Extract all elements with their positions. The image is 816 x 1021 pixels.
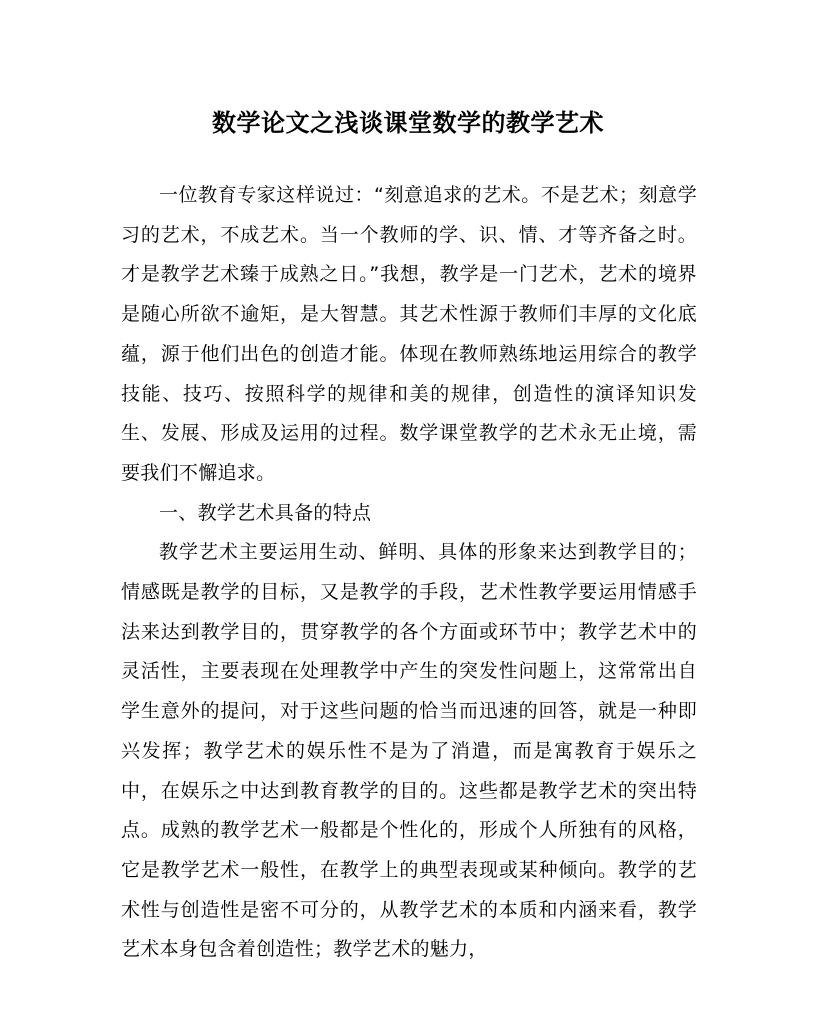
document-title: 数学论文之浅谈课堂数学的教学艺术 — [212, 108, 604, 137]
section-heading: 一、教学艺术具备的特点 — [159, 501, 372, 524]
section-paragraph: 教学艺术主要运用生动、鲜明、具体的形象来达到教学目的；情感既是教学的目标，又是教学的手段，艺术性教学要运用情感手法来达到教学目的，贯穿教学的各个方面或环节中；教学艺术中的灵活性，主要表现在处理教学中产生的突发性问题上，这常常出自学生意外的提问，对于这些问题的恰当而迅速的回答，就是一种即兴发挥；教学艺术的娱乐性不是为了消遣，而是寓教育于娱乐之中，在娱乐之中达到教育教学的目的。这些都是教学艺术的突出特点。成熟的教学艺术一般都是个性化的，形成个人所独有的风格，它是教学艺术一般性，在教学上的典型表现或某种倾向。教学的艺术性与创造性是密不可分的，从教学艺术的本质和内涵来看，教学艺术本身包含着创造性；教学艺术的魅力， — [121, 541, 697, 961]
intro-paragraph: 一位教育专家这样说过：“刻意追求的艺术。不是艺术；刻意学习的艺术，不成艺术。当一个教师的学、识、情、才等齐备之时。才是教学艺术臻于成熟之日。”我想，教学是一门艺术，艺术的境界是随心所欲不逾矩，是大智慧。其艺术性源于教师们丰厚的文化底蕴，源于他们出色的创造才能。体现在教师熟练地运用综合的教学技能、技巧、按照科学的规律和美的规律，创造性的演译知识发生、发展、形成及运用的过程。数学课堂教学的艺术永无止境，需要我们不懈追求。 — [121, 184, 697, 484]
document-body — [121, 176, 697, 970]
